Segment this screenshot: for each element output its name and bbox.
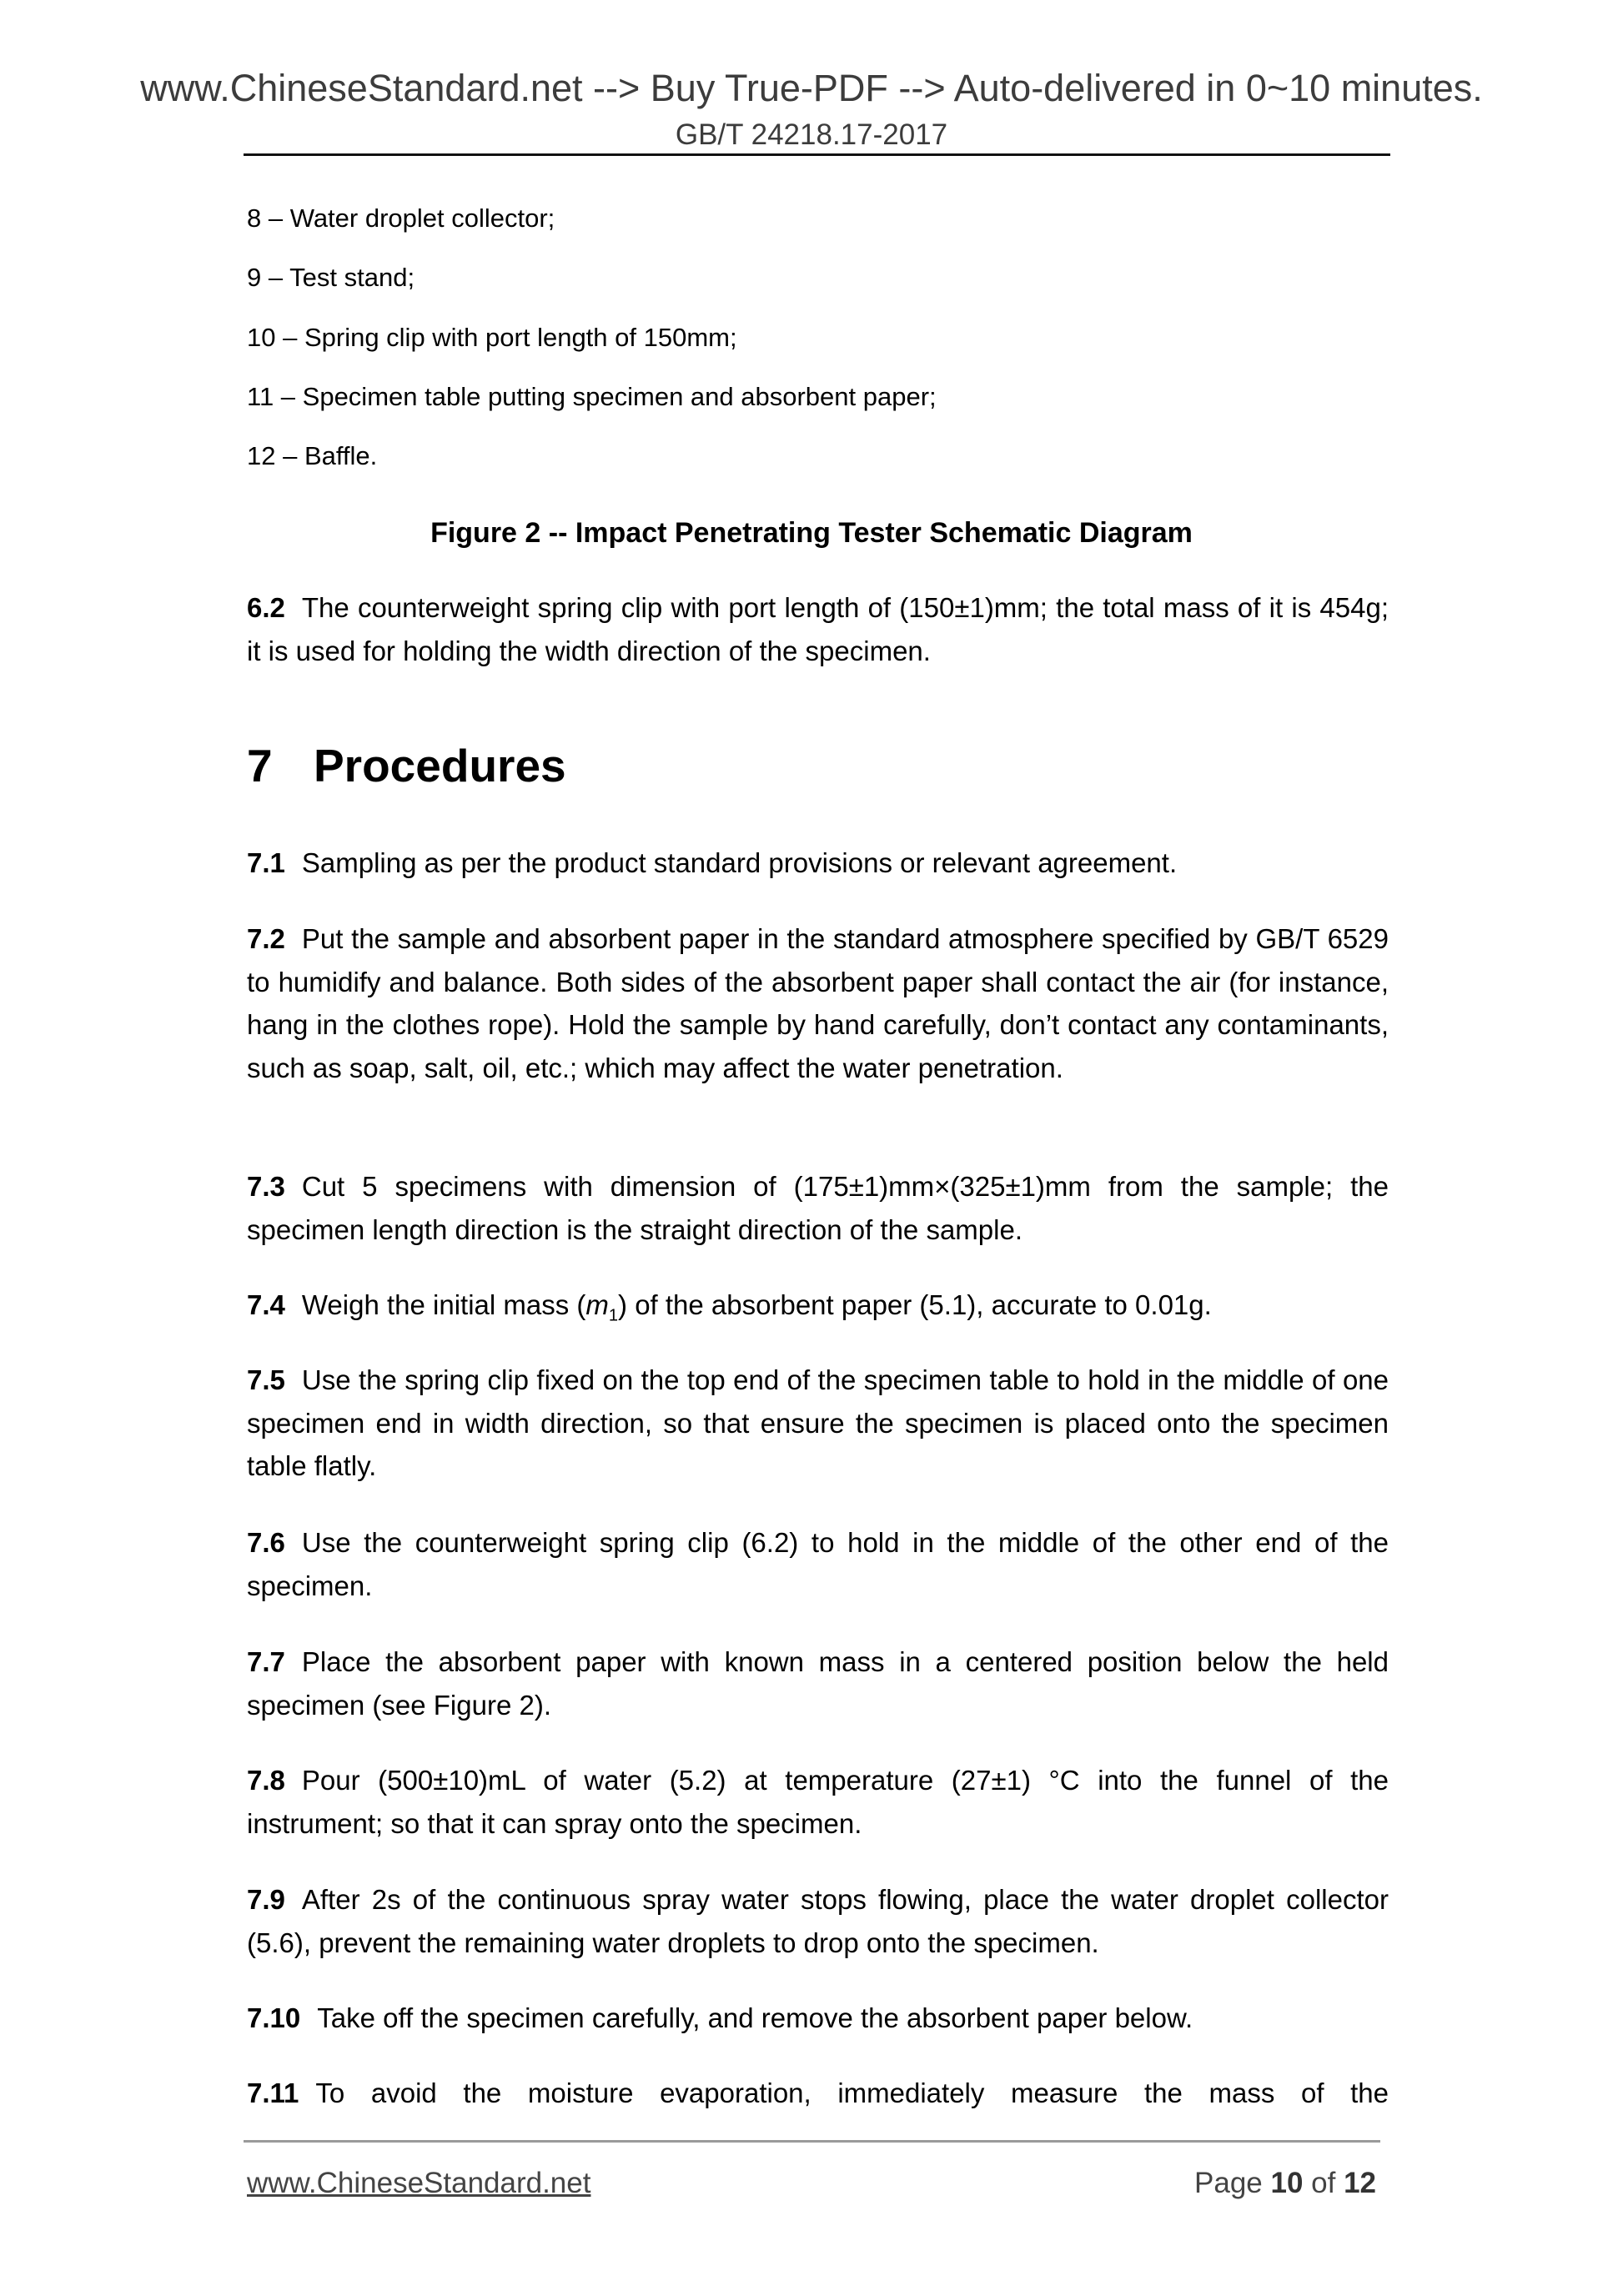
section-title: Procedures — [314, 740, 566, 791]
clause-text: Weigh the initial mass ( — [301, 1289, 586, 1320]
footer-website-link[interactable]: www.ChineseStandard.net — [247, 2167, 591, 2199]
clause-text: Pour (500±10)mL of water (5.2) at temperature (27±1) °C into the funnel of the instrument; so that it can spray onto the specimen. — [247, 1765, 1389, 1839]
clause-text: ) of the absorbent paper (5.1), accurate to 0.01g. — [618, 1289, 1212, 1320]
clause-7-5 — [247, 1359, 1389, 1488]
clause-7-2 — [247, 917, 1389, 1089]
legend-item: 12 – Baffle. — [247, 441, 378, 470]
clause-7-4 — [247, 1284, 1389, 1338]
clause-7-6 — [247, 1521, 1389, 1607]
clause-number: 7.4 — [247, 1289, 285, 1320]
standard-number: GB/T 24218.17-2017 — [675, 118, 948, 151]
section-heading — [247, 736, 566, 795]
clause-7-10 — [247, 1997, 1389, 2040]
clause-text: The counterweight spring clip with port length of (150±1)mm; the total mass of it is 454g; it is used for holding the width direction of the specimen. — [247, 592, 1389, 666]
clause-text: Use the spring clip fixed on the top end of the specimen table to hold in the middle of one specimen end in width direction, so that ensure the specimen is placed onto the specimen table flatly. — [247, 1364, 1389, 1481]
legend-item: 9 – Test stand; — [247, 263, 415, 292]
clause-number: 6.2 — [247, 592, 285, 623]
total-pages: 12 — [1344, 2167, 1376, 2199]
clause-number: 7.5 — [247, 1364, 285, 1395]
legend-item: 8 – Water droplet collector; — [247, 203, 555, 233]
clause-7-8 — [247, 1759, 1389, 1845]
clause-7-9 — [247, 1878, 1389, 1964]
section-number: 7 — [247, 740, 273, 791]
clause-number: 7.1 — [247, 847, 285, 878]
clause-number: 7.6 — [247, 1527, 285, 1558]
page-of-label: of — [1303, 2167, 1344, 2199]
mass-subscript: 1 — [608, 1306, 619, 1325]
clause-number: 7.11 — [247, 2077, 299, 2108]
clause-text: Cut 5 specimens with dimension of (175±1)mm×(325±1)mm from the sample; the specimen length direction is the straight direction of the sample. — [247, 1171, 1389, 1245]
clause-text: Use the counterweight spring clip (6.2) to hold in the middle of the other end of the specimen. — [247, 1527, 1389, 1601]
clause-number: 7.7 — [247, 1646, 285, 1677]
clause-7-3 — [247, 1165, 1389, 1251]
page-label: Page — [1194, 2167, 1271, 2199]
current-page: 10 — [1270, 2167, 1304, 2199]
clause-7-11 — [247, 2072, 1389, 2115]
header-title: www.ChineseStandard.net --> Buy True-PDF --> Auto-delivered in 0~10 minutes. — [140, 67, 1483, 109]
clause-text: Take off the specimen carefully, and remove the absorbent paper below. — [317, 2002, 1193, 2033]
clause-text: Put the sample and absorbent paper in the standard atmosphere specified by GB/T 6529 to humidify and balance. Both sides of the absorbent paper shall contact the air (for instance, hang in the clothes rope). Hold the sample by hand carefully, don’t contact any contaminants, such as soap, salt, oil, etc.; which may affect the water penetration. — [247, 923, 1389, 1083]
clause-number: 7.9 — [247, 1884, 285, 1915]
clause-number: 7.8 — [247, 1765, 285, 1796]
clause-text: After 2s of the continuous spray water stops flowing, place the water droplet collector (5.6), prevent the remaining water droplets to drop onto the specimen. — [247, 1884, 1389, 1958]
page-number — [1194, 2165, 1376, 2202]
clause-number: 7.10 — [247, 2002, 301, 2033]
legend-item: 10 – Spring clip with port length of 150mm; — [247, 323, 737, 352]
clause-6-2 — [247, 586, 1389, 672]
clause-text: To avoid the moisture evaporation, immediately measure the mass of the — [315, 2077, 1389, 2108]
clause-number: 7.2 — [247, 923, 285, 954]
mass-variable: m — [585, 1289, 609, 1320]
clause-number: 7.3 — [247, 1171, 285, 1202]
figure-caption: Figure 2 -- Impact Penetrating Tester Schematic Diagram — [430, 517, 1193, 549]
header-divider — [244, 153, 1390, 156]
clause-text: Sampling as per the product standard provisions or relevant agreement. — [301, 847, 1178, 878]
legend-item: 11 – Specimen table putting specimen and absorbent paper; — [247, 382, 937, 411]
clause-text: Place the absorbent paper with known mass in a centered position below the held specimen (see Figure 2). — [247, 1646, 1389, 1721]
footer-divider — [244, 2140, 1380, 2143]
clause-7-7 — [247, 1640, 1389, 1726]
clause-7-1 — [247, 842, 1389, 885]
